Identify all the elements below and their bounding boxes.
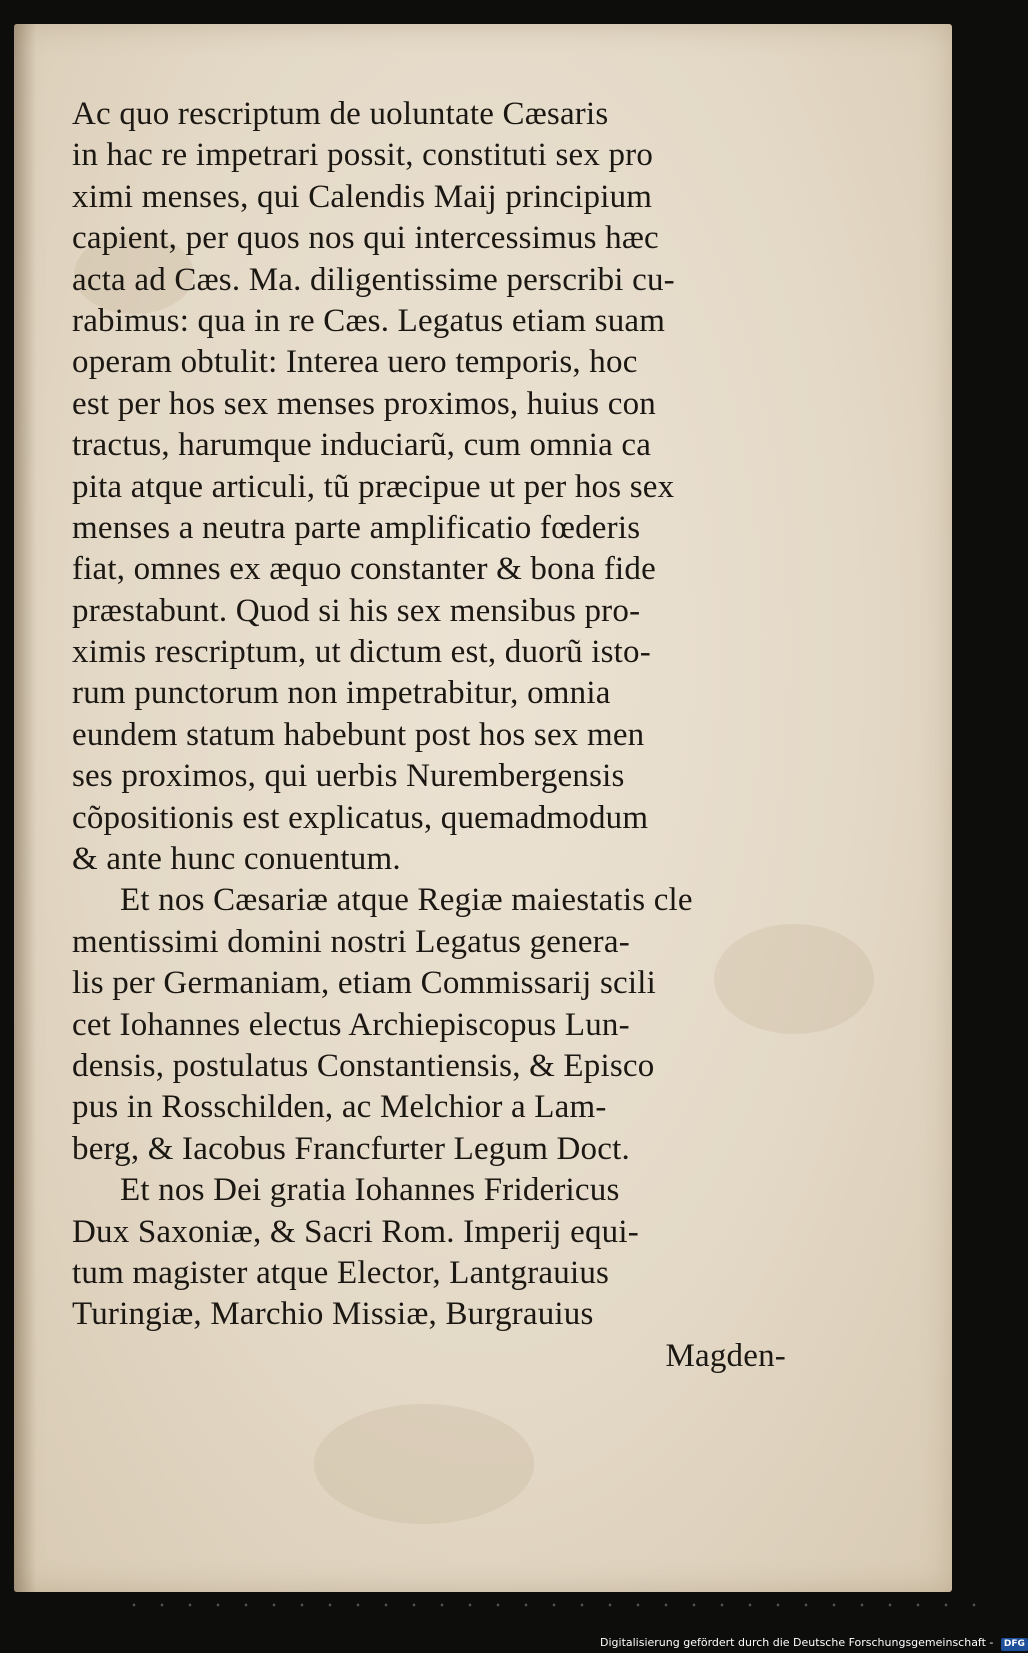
- text-line: pita atque articuli, tũ præcipue ut per hos sex: [72, 468, 675, 505]
- text-line: & ante hunc conuentum.: [72, 841, 401, 878]
- digitization-credit: [600, 1636, 1025, 1652]
- credit-text: Digitalisierung gefördert durch die Deutsche Forschungsgemeinschaft -: [600, 1636, 994, 1649]
- paper-stain: [314, 1404, 534, 1524]
- text-line: ses proximos, qui uerbis Nurembergensis: [72, 758, 625, 795]
- text-line: berg, & Iacobus Francfurter Legum Doct.: [72, 1130, 630, 1167]
- text-line: in hac re impetrari possit, constituti sex pro: [72, 137, 654, 174]
- text-line: capient, per quos nos qui intercessimus hæc: [72, 220, 659, 257]
- page-text: [72, 94, 802, 1377]
- text-line: lis per Germaniam, etiam Commissarij scili: [72, 965, 656, 1002]
- text-line: mentissimi domini nostri Legatus genera-: [72, 923, 630, 960]
- text-line: ximi menses, qui Calendis Maij principium: [72, 178, 653, 215]
- text-line: rum punctorum non impetrabitur, omnia: [72, 675, 611, 712]
- text-line: acta ad Cæs. Ma. diligentissime perscribi cu-: [72, 261, 675, 298]
- text-line: tum magister atque Elector, Lantgrauius: [72, 1254, 610, 1291]
- text-line: rabimus: qua in re Cæs. Legatus etiam suam: [72, 302, 666, 339]
- text-line: cõpositionis est explicatus, quemadmodum: [72, 799, 649, 836]
- text-line: ximis rescriptum, ut dictum est, duorũ isto-: [72, 634, 651, 671]
- text-line: Turingiæ, Marchio Missiæ, Burgrauius: [72, 1296, 594, 1333]
- text-line: est per hos sex menses proximos, huius con: [72, 385, 656, 422]
- text-line: menses a neutra parte amplificatio fœderis: [72, 509, 641, 546]
- catchword: Magden-: [665, 1337, 786, 1374]
- book-page: [14, 24, 952, 1592]
- dfg-logo: DFG: [1001, 1638, 1028, 1651]
- text-line: tractus, harumque induciarũ, cum omnia ca: [72, 427, 652, 464]
- scan-edge-dots: [120, 1602, 980, 1608]
- text-line: fiat, omnes ex æquo constanter & bona fide: [72, 551, 656, 588]
- text-line: præstabunt. Quod si his sex mensibus pro-: [72, 592, 641, 629]
- text-line: pus in Rosschilden, ac Melchior a Lam-: [72, 1089, 607, 1126]
- text-line: Et nos Dei gratia Iohannes Fridericus: [120, 1172, 620, 1209]
- text-line: Dux Saxoniæ, & Sacri Rom. Imperij equi-: [72, 1213, 639, 1250]
- text-line: Et nos Cæsariæ atque Regiæ maiestatis cle: [120, 882, 693, 919]
- text-line: operam obtulit: Interea uero temporis, hoc: [72, 344, 638, 381]
- text-line: Ac quo rescriptum de uoluntate Cæsaris: [72, 96, 609, 132]
- text-line: cet Iohannes electus Archiepiscopus Lun-: [72, 1006, 630, 1043]
- text-line: densis, postulatus Constantiensis, & Episco: [72, 1047, 655, 1084]
- text-line: eundem statum habebunt post hos sex men: [72, 716, 645, 753]
